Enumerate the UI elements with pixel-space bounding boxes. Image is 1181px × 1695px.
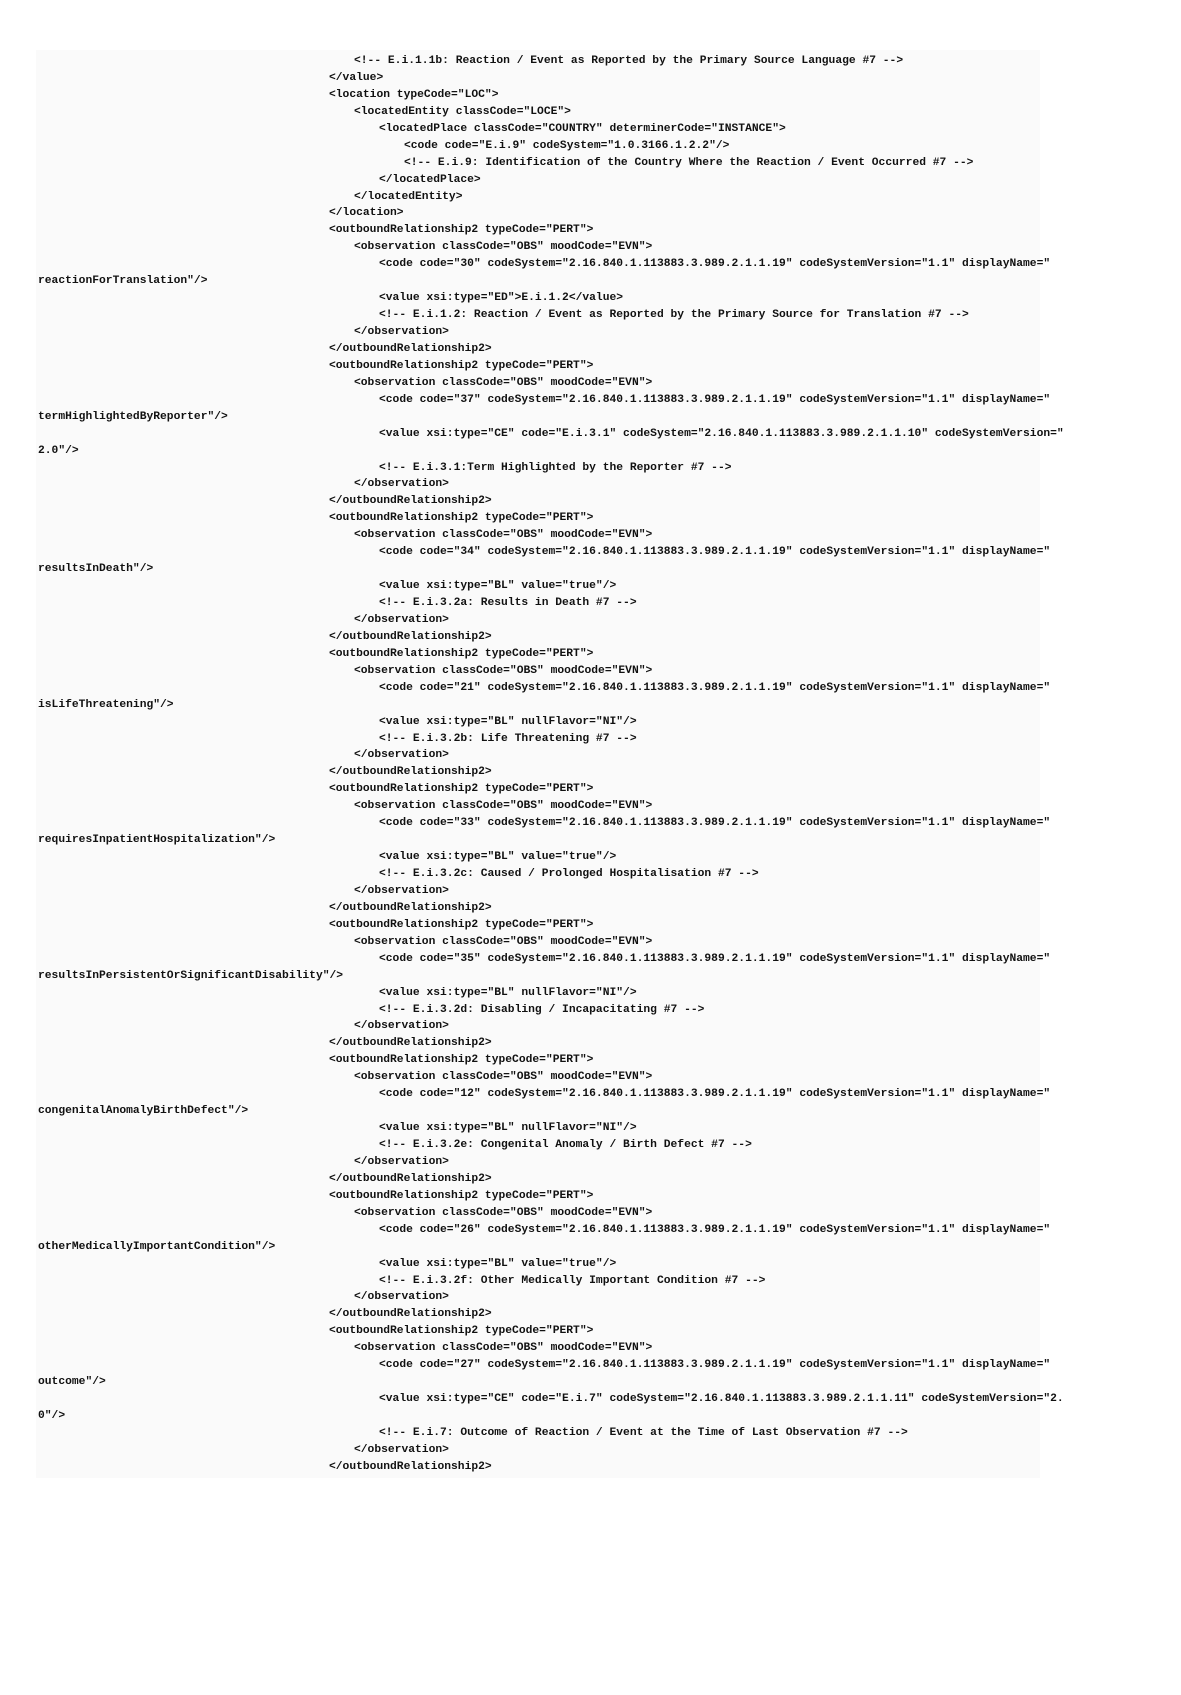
- code-line: <code code="35" codeSystem="2.16.840.1.113883.3.989.2.1.1.19" codeSystemVersion="1.1" displayName=": [379, 952, 1051, 965]
- code-line: <observation classCode="OBS" moodCode="EVN">: [354, 1071, 653, 1084]
- code-line: <outboundRelationship2 typeCode="PERT">: [329, 224, 594, 237]
- code-line: <!-- E.i.3.2e: Congenital Anomaly / Birth Defect #7 -->: [379, 1139, 752, 1151]
- code-line: </outboundRelationship2>: [329, 495, 492, 508]
- code-line: </outboundRelationship2>: [329, 766, 492, 779]
- code-line-wrap: 2.0"/>: [38, 444, 79, 457]
- code-line-wrap: termHighlightedByReporter"/>: [38, 410, 228, 423]
- code-line: </outboundRelationship2>: [329, 1308, 492, 1321]
- code-line-wrap: requiresInpatientHospitalization"/>: [38, 834, 276, 847]
- code-line-wrap: resultsInPersistentOrSignificantDisability"/>: [38, 969, 344, 982]
- code-line: <locatedPlace classCode="COUNTRY" determinerCode="INSTANCE">: [379, 122, 786, 135]
- code-line: <value xsi:type="BL" value="true"/>: [379, 851, 617, 864]
- code-line: <code code="12" codeSystem="2.16.840.1.113883.3.989.2.1.1.19" codeSystemVersion="1.1" displayName=": [379, 1088, 1051, 1101]
- code-line: <!-- E.i.1.2: Reaction / Event as Reported by the Primary Source for Translation #7 -->: [379, 309, 969, 322]
- code-line: <value xsi:type="BL" nullFlavor="NI"/>: [379, 1122, 637, 1135]
- code-line: <!-- E.i.3.2d: Disabling / Incapacitating #7 -->: [379, 1003, 705, 1016]
- code-line: <!-- E.i.3.2b: Life Threatening #7 -->: [379, 732, 637, 745]
- code-line: </locatedEntity>: [354, 190, 463, 203]
- code-line: <observation classCode="OBS" moodCode="EVN">: [354, 664, 653, 677]
- code-line: </observation>: [354, 1291, 449, 1304]
- code-line-wrap: otherMedicallyImportantCondition"/>: [38, 1240, 276, 1253]
- code-line: </outboundRelationship2>: [329, 1460, 492, 1473]
- code-line: <outboundRelationship2 typeCode="PERT">: [329, 783, 594, 796]
- code-line: <observation classCode="OBS" moodCode="EVN">: [354, 800, 653, 813]
- code-line: <value xsi:type="CE" code="E.i.7" codeSystem="2.16.840.1.113883.3.989.2.1.1.11" codeSystemVersion="2.: [379, 1393, 1064, 1406]
- code-line: <value xsi:type="BL" nullFlavor="NI"/>: [379, 986, 637, 999]
- code-line-wrap: 0"/>: [38, 1410, 66, 1422]
- code-line: <code code="E.i.9" codeSystem="1.0.3166.1.2.2"/>: [404, 139, 730, 152]
- code-line: <value xsi:type="BL" value="true"/>: [379, 580, 617, 593]
- code-line: <outboundRelationship2 typeCode="PERT">: [329, 1325, 594, 1338]
- code-line: <code code="27" codeSystem="2.16.840.1.113883.3.989.2.1.1.19" codeSystemVersion="1.1" displayName=": [379, 1359, 1051, 1372]
- code-line: <observation classCode="OBS" moodCode="EVN">: [354, 376, 653, 389]
- code-line: <value xsi:type="BL" value="true"/>: [379, 1257, 617, 1270]
- code-line: <value xsi:type="BL" nullFlavor="NI"/>: [379, 715, 637, 728]
- code-line: <outboundRelationship2 typeCode="PERT">: [329, 1054, 594, 1067]
- code-line: <outboundRelationship2 typeCode="PERT">: [329, 918, 594, 931]
- code-line: <observation classCode="OBS" moodCode="EVN">: [354, 1206, 653, 1219]
- code-line: </outboundRelationship2>: [329, 901, 492, 914]
- code-line: </observation>: [354, 326, 449, 338]
- code-line: <outboundRelationship2 typeCode="PERT">: [329, 1189, 594, 1202]
- code-line: <code code="26" codeSystem="2.16.840.1.113883.3.989.2.1.1.19" codeSystemVersion="1.1" displayName=": [379, 1223, 1051, 1236]
- code-line: </outboundRelationship2>: [329, 342, 492, 355]
- code-line: </observation>: [354, 1443, 449, 1456]
- code-line: </observation>: [354, 1020, 449, 1033]
- code-line: <!-- E.i.3.2c: Caused / Prolonged Hospitalisation #7 -->: [379, 868, 759, 880]
- code-line: </observation>: [354, 1155, 449, 1168]
- code-line: <!-- E.i.7: Outcome of Reaction / Event at the Time of Last Observation #7 -->: [379, 1426, 908, 1439]
- code-line: </outboundRelationship2>: [329, 1037, 492, 1050]
- code-line: </observation>: [354, 478, 449, 491]
- code-line: <locatedEntity classCode="LOCE">: [354, 105, 571, 118]
- code-line: </outboundRelationship2>: [329, 630, 492, 643]
- code-line: <!-- E.i.3.2a: Results in Death #7 -->: [379, 597, 637, 609]
- code-line: <code code="37" codeSystem="2.16.840.1.113883.3.989.2.1.1.19" codeSystemVersion="1.1" displayName=": [379, 393, 1051, 406]
- code-line: <observation classCode="OBS" moodCode="EVN">: [354, 1342, 653, 1355]
- code-line: <code code="30" codeSystem="2.16.840.1.113883.3.989.2.1.1.19" codeSystemVersion="1.1" displayName=": [379, 258, 1051, 271]
- code-line: <location typeCode="LOC">: [329, 88, 499, 101]
- code-line: </observation>: [354, 613, 449, 626]
- code-line: </outboundRelationship2>: [329, 1172, 492, 1185]
- code-line: <!-- E.i.3.2f: Other Medically Important Condition #7 -->: [379, 1274, 766, 1287]
- code-line: <value xsi:type="ED">E.i.1.2</value>: [379, 292, 624, 305]
- xml-code-listing: [0, 53, 1181, 1476]
- code-line: </locatedPlace>: [379, 173, 481, 186]
- code-line: <!-- E.i.3.1:Term Highlighted by the Reporter #7 -->: [379, 461, 732, 474]
- code-line: <code code="21" codeSystem="2.16.840.1.113883.3.989.2.1.1.19" codeSystemVersion="1.1" displayName=": [379, 681, 1051, 694]
- code-line-wrap: reactionForTranslation"/>: [38, 275, 208, 288]
- code-line-wrap: congenitalAnomalyBirthDefect"/>: [38, 1105, 249, 1118]
- code-line: <observation classCode="OBS" moodCode="EVN">: [354, 529, 653, 542]
- code-line: <observation classCode="OBS" moodCode="EVN">: [354, 935, 653, 948]
- code-line-wrap: outcome"/>: [38, 1376, 106, 1389]
- code-line-wrap: resultsInDeath"/>: [38, 563, 154, 576]
- code-line: </value>: [329, 71, 384, 84]
- code-line: <value xsi:type="CE" code="E.i.3.1" codeSystem="2.16.840.1.113883.3.989.2.1.1.10" codeSystemVersion=": [379, 427, 1064, 440]
- code-line: </observation>: [354, 884, 449, 897]
- code-line: </location>: [329, 207, 404, 220]
- code-line: <!-- E.i.1.1b: Reaction / Event as Reported by the Primary Source Language #7 -->: [354, 55, 904, 67]
- code-line: <outboundRelationship2 typeCode="PERT">: [329, 359, 594, 372]
- code-line: <outboundRelationship2 typeCode="PERT">: [329, 512, 594, 525]
- code-line-wrap: isLifeThreatening"/>: [38, 698, 174, 711]
- code-line: <code code="34" codeSystem="2.16.840.1.113883.3.989.2.1.1.19" codeSystemVersion="1.1" displayName=": [379, 546, 1051, 559]
- code-line: <code code="33" codeSystem="2.16.840.1.113883.3.989.2.1.1.19" codeSystemVersion="1.1" displayName=": [379, 817, 1051, 830]
- code-line: <observation classCode="OBS" moodCode="EVN">: [354, 241, 653, 254]
- code-line: <outboundRelationship2 typeCode="PERT">: [329, 647, 594, 660]
- code-line: </observation>: [354, 749, 449, 762]
- code-line: <!-- E.i.9: Identification of the Country Where the Reaction / Event Occurred #7 -->: [404, 156, 974, 169]
